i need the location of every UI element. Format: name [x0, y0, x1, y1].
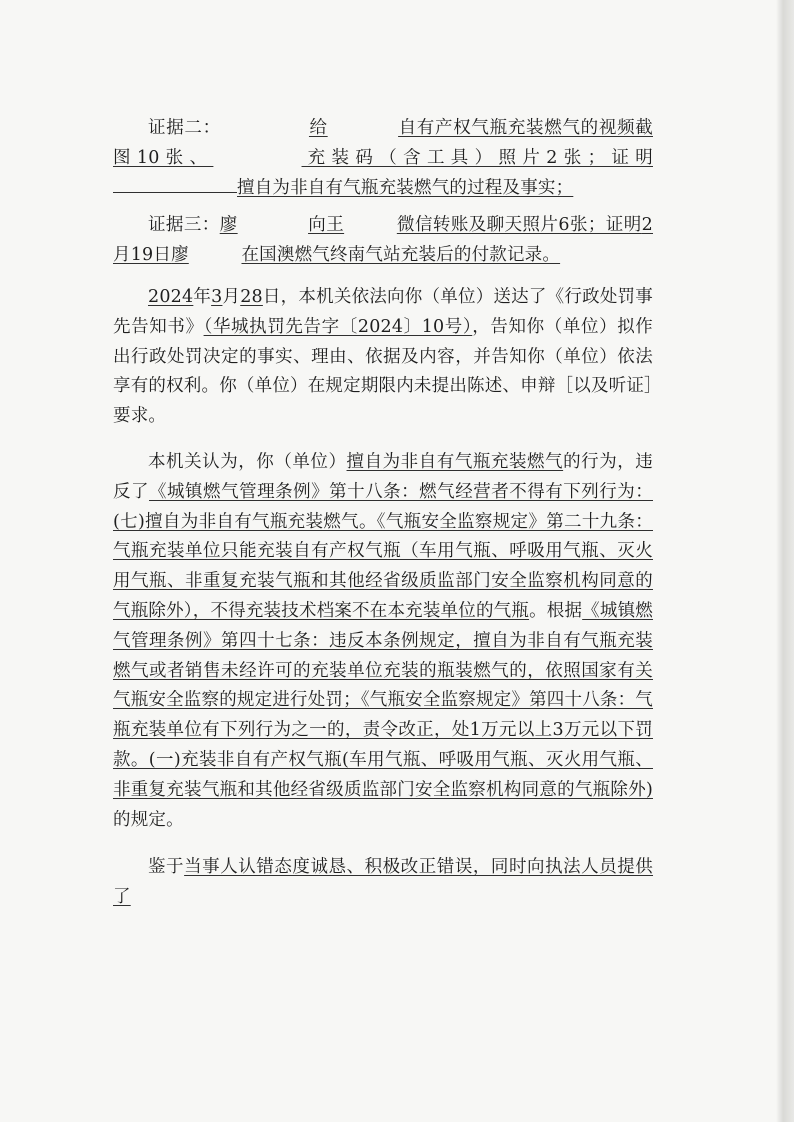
- evidence-2-label: 证据二：: [148, 118, 221, 138]
- notice-paragraph: [113, 283, 653, 432]
- finding-text-7: 的规定。: [113, 809, 184, 830]
- finding-text-1: 本机关认为，你（单位）: [148, 451, 347, 472]
- mitigation-text-2: 当事人认错态度诚恳、积极改正错误，同时向执法人员提供了: [113, 857, 654, 908]
- evidence-3-text-6: 在国澳燃气终南气站充装后的付款记录。: [241, 245, 561, 266]
- notice-day-suffix: 日，本机关依法向你（单位）送达了《行政处罚事先告知书》: [113, 286, 653, 337]
- notice-year: 2024: [148, 286, 194, 307]
- mitigation-text-1: 鉴于: [148, 857, 185, 878]
- evidence-2-paragraph: [113, 114, 653, 203]
- redacted-name: [189, 241, 242, 271]
- redacted-name: [221, 114, 309, 144]
- notice-text-rest: ，告知你（单位）拟作出行政处罚决定的事实、理由、依据及内容，并告知你（单位）依法享有的权利。你（单位）在规定期限内未提出陈述、申辩［以及听证］要求。: [113, 316, 654, 427]
- finding-violation: 擅自为非自有气瓶充装燃气: [346, 451, 564, 472]
- finding-penalty-provisions: 《城镇燃气管理条例》第四十七条：违反本条例规定，擅自为非自有气瓶充装燃气或者销售未经许可的充装单位充装的瓶装燃气的，依照国家有关气瓶安全监察的规定进行处罚；《气瓶安全监察规定》第四十八条：气瓶充装单位有下列行为之一的，责令改正，处1万元以上3万元以下罚款。(一)充装非自有产权气瓶(车用气瓶、呼吸用气瓶、灭火用气瓶、非重复充装气瓶和其他经省级质监部门安全监察机构同意的气瓶除外): [113, 600, 653, 800]
- evidence-2-text-4: 擅自为非自有气瓶充装燃气的过程及事实；: [237, 177, 574, 198]
- redacted-name: [213, 144, 301, 174]
- redacted-name: [344, 211, 397, 241]
- evidence-2-text-3: 充装码（含工具）照片2张；证明: [301, 147, 653, 168]
- finding-text-3: 的行为，违反了: [113, 451, 654, 502]
- scan-edge-shadow: [776, 0, 794, 1122]
- notice-reference-number: （华城执罚先告字〔2024〕10号）: [203, 316, 473, 337]
- blank-underline: [113, 174, 237, 193]
- evidence-3-label: 证据三：: [148, 215, 220, 236]
- document-body: [113, 114, 653, 913]
- mitigation-paragraph: [113, 853, 653, 913]
- finding-paragraph: [113, 448, 653, 835]
- notice-month-suffix: 月: [222, 286, 241, 307]
- notice-month: 3: [211, 286, 223, 307]
- evidence-3-text-5: 廖: [171, 245, 189, 266]
- evidence-3-text-3: 微信转账及聊天照片6张；证明: [396, 215, 642, 236]
- evidence-2-text-1: 给: [308, 118, 328, 138]
- finding-violated-provisions: 《城镇燃气管理条例》第十八条：燃气经营者不得有下列行为：(七)擅自为非自有气瓶充装燃气。《气瓶安全监察规定》第二十九条：气瓶充装单位只能充装自有产权气瓶（车用气瓶、呼吸用气瓶、灭火用气瓶、非重复充装气瓶和其他经省级质监部门安全监察机构同意的气瓶除外），不得充装技术档案不在本充装单位的气瓶: [113, 481, 653, 621]
- notice-day: 28: [240, 286, 263, 307]
- finding-text-5: 。根据: [529, 600, 583, 621]
- notice-year-suffix: 年: [193, 286, 212, 307]
- evidence-3-text-4: 2月19日: [113, 215, 653, 266]
- evidence-3-text-1: 廖: [219, 215, 238, 236]
- redacted-name: [238, 211, 308, 241]
- evidence-3-text-2: 向王: [308, 215, 345, 236]
- evidence-2-text-2: 自有产权气瓶充装燃气的视频截图10张、: [113, 118, 653, 168]
- redacted-name: [328, 114, 398, 144]
- evidence-3-paragraph: [113, 211, 653, 271]
